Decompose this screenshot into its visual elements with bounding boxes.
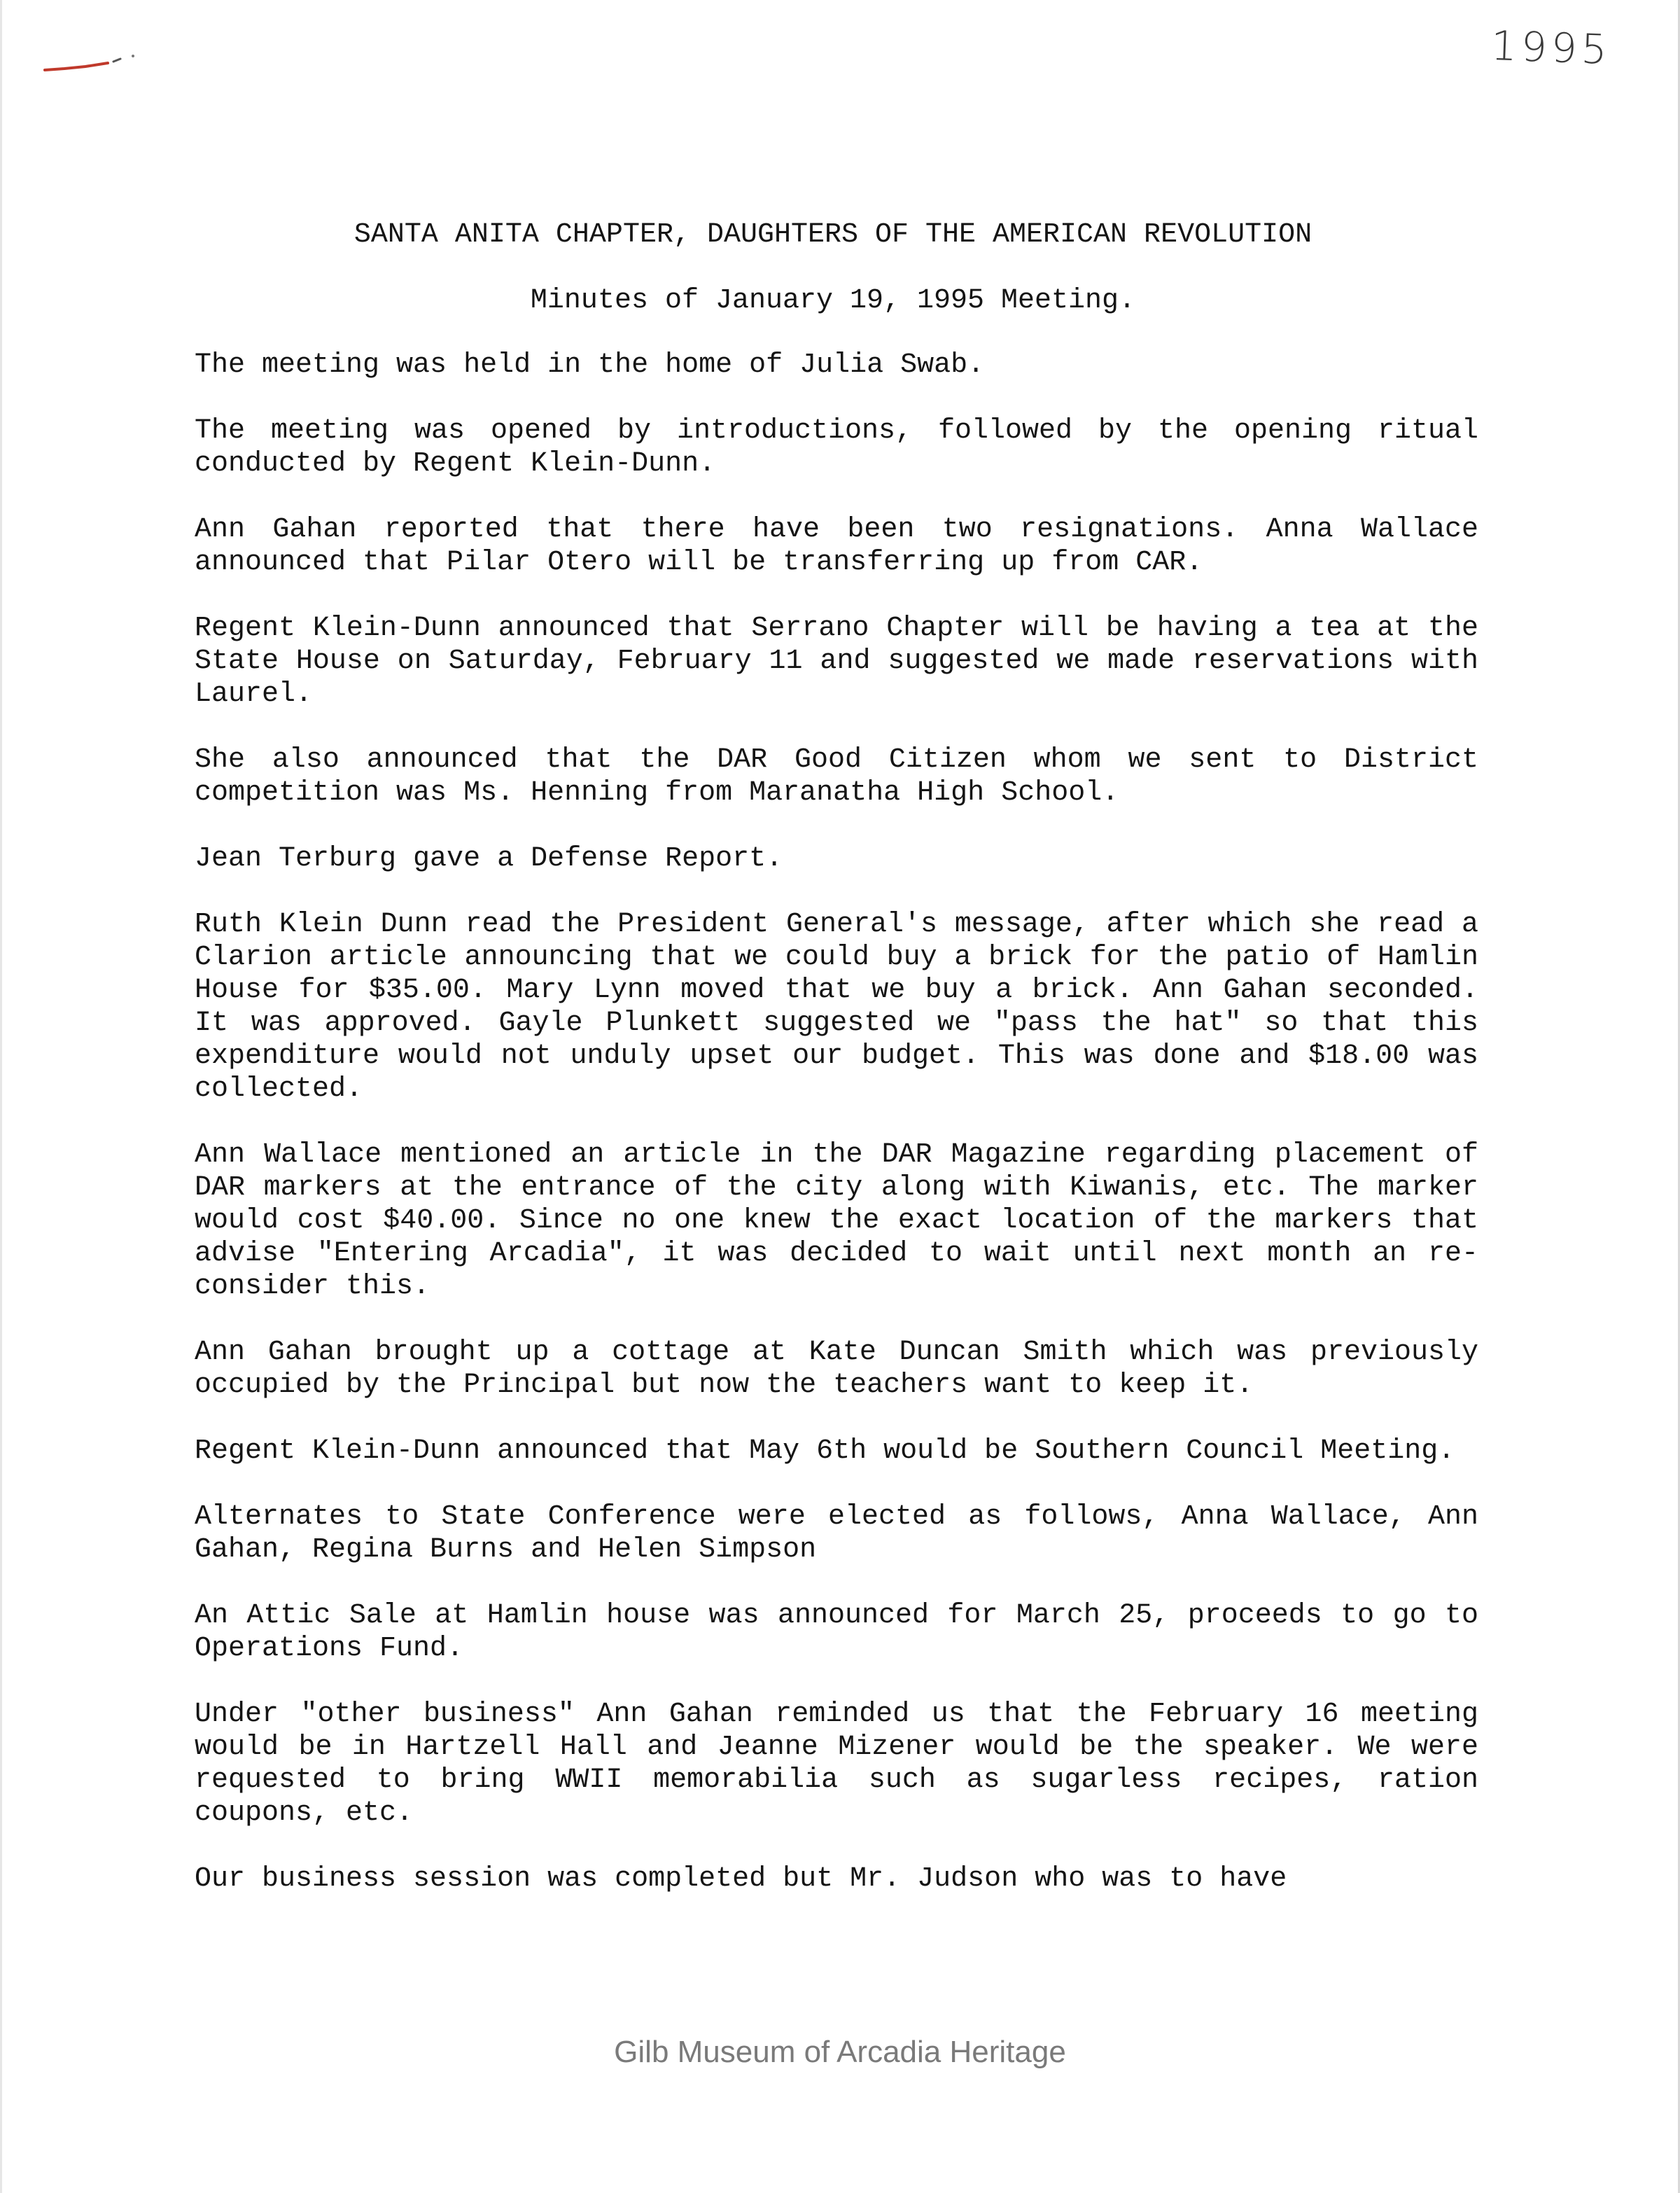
paragraph-serrano-tea: Regent Klein-Dunn announced that Serrano Chapter will be having a tea at the State House on Saturday, February 11 and suggested we made reservations with Laurel. <box>195 613 1478 710</box>
margin-pen-mark <box>43 49 141 77</box>
paragraph-resignations: Ann Gahan reported that there have been two resignations. Anna Wallace announced that Pilar Otero will be transferring up from CAR. <box>195 514 1478 578</box>
paragraph-meeting-location: The meeting was held in the home of Julia Swab. <box>195 349 985 381</box>
document-title: SANTA ANITA CHAPTER, DAUGHTERS OF THE AMERICAN REVOLUTION <box>354 219 1312 251</box>
paragraph-closing: Our business session was completed but Mr. Judson who was to have <box>195 1863 1287 1895</box>
paragraph-opening: The meeting was opened by introductions, followed by the opening ritual conducted by Regent Klein-Dunn. <box>195 415 1478 480</box>
document-subtitle: Minutes of January 19, 1995 Meeting. <box>530 285 1136 316</box>
paragraph-attic-sale: An Attic Sale at Hamlin house was announced for March 25, proceeds to go to Operations Fund. <box>195 1600 1478 1664</box>
watermark-footer: Gilb Museum of Arcadia Heritage <box>614 2035 1066 2069</box>
paragraph-alternates: Alternates to State Conference were elected as follows, Anna Wallace, Ann Gahan, Regina Burns and Helen Simpson <box>195 1501 1478 1566</box>
paragraph-good-citizen: She also announced that the DAR Good Citizen whom we sent to District competition was Ms. Henning from Maranatha High School. <box>195 744 1478 809</box>
minutes-body <box>195 349 1478 1895</box>
paragraph-brick-purchase: Ruth Klein Dunn read the President General's message, after which she read a Clarion article announcing that we could buy a brick for the patio of Hamlin House for $35.00. Mary Lynn moved that we buy a brick. Ann Gahan seconded. It was approved. Gayle Plunkett suggested we "pass the hat" so that this expenditure would not unduly upset our budget. This was done and $18.00 was collected. <box>195 909 1478 1105</box>
paragraph-other-business: Under "other business" Ann Gahan reminded us that the February 16 meeting would be in Hartzell Hall and Jeanne Mizener would be the speaker. We were requested to bring WWII memorabilia such as sugarless recipes, ration coupons, etc. <box>195 1699 1478 1829</box>
handwritten-year-annotation: 1995 <box>1490 22 1612 74</box>
paragraph-cottage: Ann Gahan brought up a cottage at Kate Duncan Smith which was previously occupied by the Principal but now the teachers want to keep it. <box>195 1337 1478 1401</box>
paragraph-southern-council: Regent Klein-Dunn announced that May 6th would be Southern Council Meeting. <box>195 1435 1455 1467</box>
paragraph-dar-markers: Ann Wallace mentioned an article in the DAR Magazine regarding placement of DAR markers at the entrance of the city along with Kiwanis, etc. The marker would cost $40.00. Since no one knew the exact location of the markers that advise "Entering Arcadia", it was decided to wait until next month an re-consider this. <box>195 1139 1478 1302</box>
paragraph-defense-report: Jean Terburg gave a Defense Report. <box>195 843 783 875</box>
